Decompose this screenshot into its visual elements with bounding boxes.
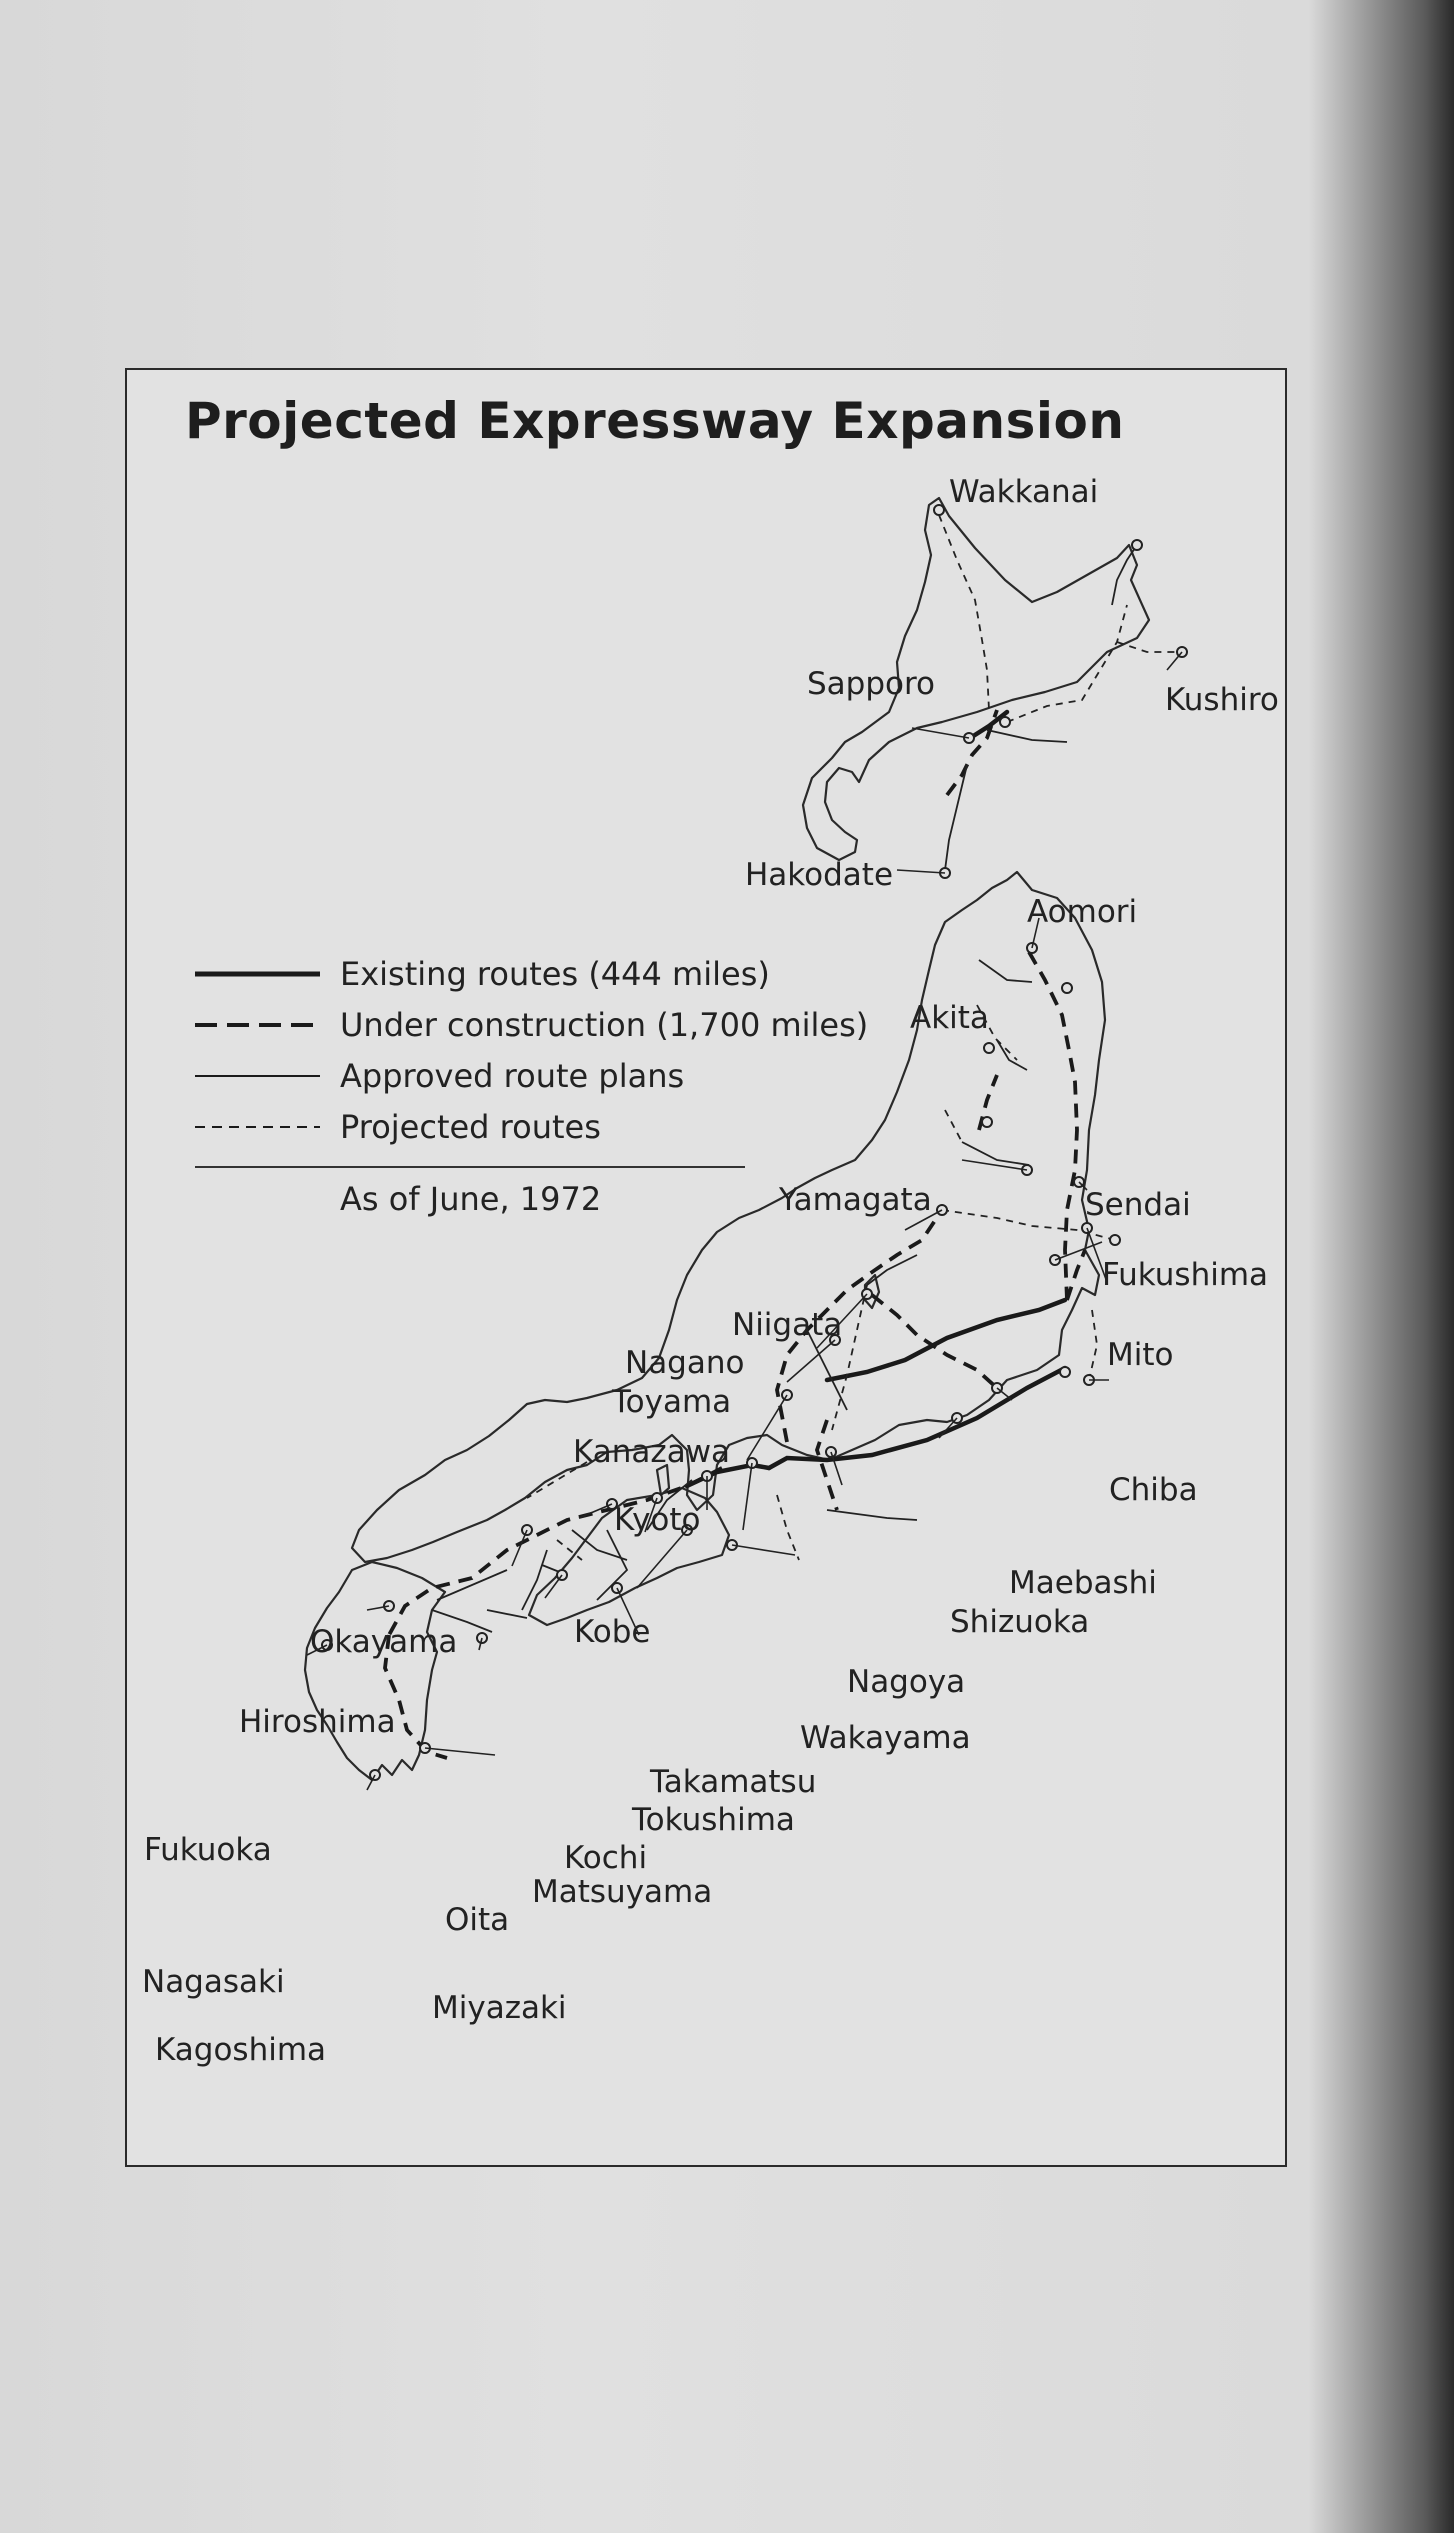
label-maebashi: Maebashi <box>1009 1565 1157 1601</box>
label-aomori: Aomori <box>1027 894 1138 930</box>
label-kochi: Kochi <box>564 1840 648 1876</box>
leader-sapporo <box>912 728 969 738</box>
city-node-sapporo2 <box>1000 717 1010 727</box>
label-nagasaki: Nagasaki <box>142 1964 285 2000</box>
city-node-chiba <box>1060 1367 1070 1377</box>
route-construction-hokkaido <box>947 710 997 795</box>
route-existing-chuo <box>827 1300 1065 1380</box>
legend-label-existing: Existing routes (444 miles) <box>340 954 770 993</box>
route-projected-kii <box>777 1495 799 1560</box>
city-node-mito2 <box>1110 1235 1120 1245</box>
route-approved-13 <box>487 1610 527 1618</box>
legend-swatch-existing <box>195 967 320 981</box>
leader-hakodate <box>897 870 945 873</box>
route-projected-wakkanai <box>939 515 989 710</box>
leader-kushiro <box>1167 652 1182 670</box>
label-kanazawa: Kanazawa <box>573 1434 731 1470</box>
city-node-wakkanai <box>934 505 944 515</box>
route-construction-joban <box>1067 1250 1085 1300</box>
legend-item-approved <box>195 1050 745 1101</box>
legend-divider <box>195 1166 745 1168</box>
legend-swatch-projected <box>195 1120 320 1134</box>
label-wakkanai: Wakkanai <box>949 474 1099 510</box>
legend-swatch-construction <box>195 1018 320 1032</box>
label-miyazaki: Miyazaki <box>432 1990 567 2026</box>
label-tokushima: Tokushima <box>632 1802 795 1838</box>
label-kushiro: Kushiro <box>1165 682 1279 718</box>
leader-kyoto <box>743 1463 752 1530</box>
city-node-aomori2 <box>1062 983 1072 993</box>
legend-item-existing <box>195 948 770 999</box>
leader-yamagata <box>962 1160 1027 1170</box>
label-oita: Oita <box>445 1902 510 1938</box>
label-matsuyama: Matsuyama <box>532 1874 713 1910</box>
leader-miyazaki <box>425 1748 495 1755</box>
route-projected-boso <box>1089 1310 1097 1380</box>
leader-kanazawa <box>747 1395 787 1460</box>
label-mito: Mito <box>1107 1337 1174 1373</box>
label-toyama: Toyama <box>612 1384 732 1420</box>
label-sapporo: Sapporo <box>807 666 936 702</box>
map-figure <box>125 368 1287 2167</box>
route-projected-ou <box>945 1110 962 1142</box>
label-nagoya: Nagoya <box>847 1664 966 1700</box>
leader-hiroshima <box>512 1530 527 1566</box>
leader-tokushima <box>637 1530 687 1588</box>
label-niigata: Niigata <box>732 1307 843 1343</box>
japan-map <box>127 370 1285 2165</box>
city-node-akita <box>984 1043 994 1053</box>
label-nagano: Nagano <box>625 1345 745 1381</box>
map-title: Projected Expressway Expansion <box>185 392 1125 450</box>
label-kyoto: Kyoto <box>614 1502 701 1538</box>
label-yamagata: Yamagata <box>779 1182 932 1218</box>
legend-label-projected: Projected routes <box>340 1107 601 1146</box>
leader-maebashi <box>997 1388 1012 1400</box>
label-hakodate: Hakodate <box>745 857 894 893</box>
label-hiroshima: Hiroshima <box>239 1704 396 1740</box>
route-construction-chugoku <box>389 1468 722 1635</box>
route-approved-1 <box>987 730 1067 742</box>
label-fukuoka: Fukuoka <box>144 1832 272 1868</box>
legend-label-approved: Approved route plans <box>340 1056 685 1095</box>
route-construction-tohoku <box>1029 952 1077 1300</box>
label-akita: Akita <box>910 1000 989 1036</box>
label-takamatsu: Takamatsu <box>650 1764 817 1800</box>
legend-item-construction <box>195 999 869 1050</box>
legend-label-construction: Under construction (1,700 miles) <box>340 1005 869 1044</box>
route-approved-5 <box>997 1040 1027 1070</box>
route-existing-tomei <box>769 1368 1065 1468</box>
label-shizuoka: Shizuoka <box>950 1604 1090 1640</box>
legend-date-note: As of June, 1972 <box>340 1180 602 1218</box>
route-construction-kanetsu <box>872 1295 997 1388</box>
label-chiba: Chiba <box>1109 1472 1198 1508</box>
label-fukushima: Fukushima <box>1102 1257 1269 1293</box>
label-kobe: Kobe <box>574 1614 651 1650</box>
route-approved-17 <box>827 1510 917 1520</box>
route-approved-4 <box>979 960 1032 982</box>
city-node-kushiro2 <box>1132 540 1142 550</box>
label-kagoshima: Kagoshima <box>155 2032 327 2068</box>
city-node-sendai2 <box>982 1117 992 1127</box>
route-construction-kinki2 <box>817 1420 837 1510</box>
label-sendai: Sendai <box>1085 1187 1191 1223</box>
label-wakayama: Wakayama <box>800 1720 971 1756</box>
legend-swatch-approved <box>195 1069 320 1083</box>
label-okayama: Okayama <box>310 1624 458 1660</box>
route-approved-3 <box>945 765 967 870</box>
legend-item-projected <box>195 1101 745 1152</box>
route-projected-kushiro <box>1007 605 1127 722</box>
leader-wakayama <box>732 1545 795 1555</box>
